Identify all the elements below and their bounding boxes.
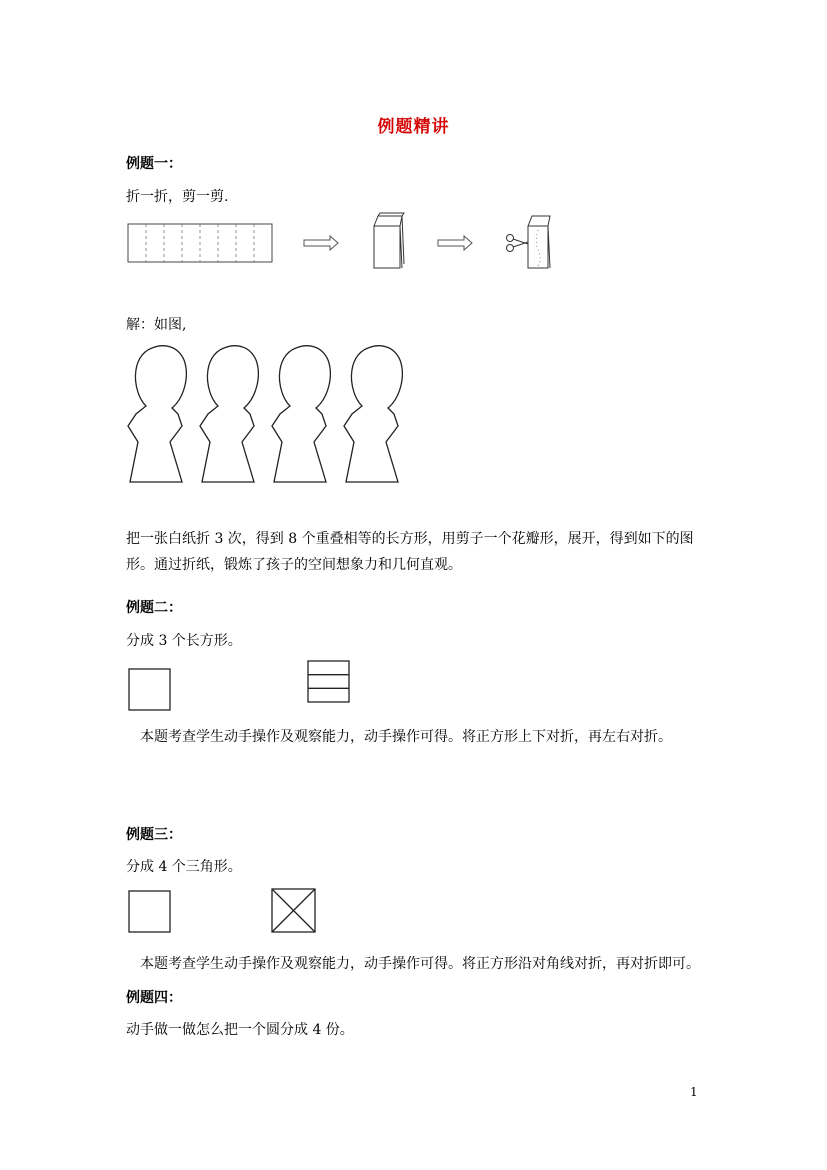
folding-steps-figure: [126, 210, 566, 275]
square-figure: [128, 668, 172, 712]
square-figure-2: [128, 890, 172, 934]
example4-question: 动手做一做怎么把一个圆分成 4 份。: [126, 1022, 354, 1038]
page-number: 1: [690, 1085, 698, 1099]
example2-explanation: 本题考查学生动手操作及观察能力，动手操作可得。将正方形上下对折，再左右对折。: [140, 729, 672, 745]
example3-question: 分成 4 个三角形。: [126, 859, 242, 875]
example2-heading: 例题二：: [126, 600, 182, 616]
paper-dolls-figure: [126, 342, 416, 488]
example1-explanation: 把一张白纸折 3 次，得到 8 个重叠相等的长方形，用剪子一个花瓣形，展开，得到如下的图形。通过折纸，锻炼了孩子的空间想象力和几何直观。: [126, 531, 694, 573]
example3-explanation: 本题考查学生动手操作及观察能力，动手操作可得。将正方形沿对角线对折，再对折即可。: [140, 956, 700, 972]
square-four-triangles-figure: [271, 888, 317, 934]
example1-question: 折一折，剪一剪.: [126, 189, 229, 205]
example3-heading: 例题三：: [126, 827, 182, 843]
example2-question: 分成 3 个长方形。: [126, 633, 242, 649]
square-three-rectangles-figure: [307, 660, 351, 704]
example4-heading: 例题四：: [126, 990, 182, 1006]
page-title: 例题精讲: [377, 117, 450, 137]
example1-solution-label: 解：如图,: [126, 317, 187, 333]
example1-heading: 例题一：: [126, 156, 182, 172]
